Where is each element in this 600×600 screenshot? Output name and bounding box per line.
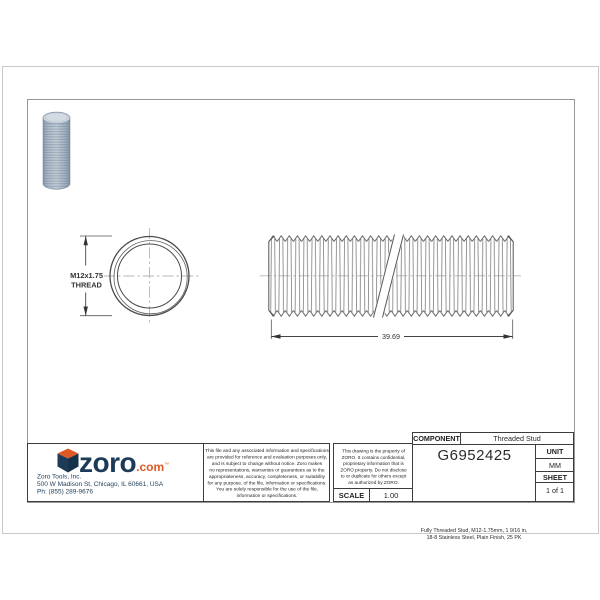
titleblock-disclaimer1-cell: [203, 443, 330, 502]
company-address-block: [37, 473, 202, 495]
stud-3d-render: [43, 112, 70, 189]
zoro-cube-icon: [57, 448, 79, 474]
unit-value: MM: [536, 459, 574, 472]
end-view: [104, 228, 199, 323]
unit-label: UNIT: [536, 444, 574, 459]
disclaimer1-text: This file and any associated information and specifications are provided for reference and evaluation purposes only, and is subject to change without notice. Zoro makes no representations, warranties or guarantees as to the appropriateness, accuracy, completeness, or suitability for any purpose, of the file, information or specifications. You are solely responsible for the use of the file, information or specifications.: [205, 448, 329, 499]
sheet-value: 1 of 1: [546, 486, 564, 495]
scale-label: SCALE: [334, 489, 370, 502]
zoro-logo: [57, 446, 203, 478]
component-value: Threaded Stud: [493, 434, 541, 443]
part-description: Fully Threaded Stud, M12-1.75mm, 1 9/16 in, 18-8 Stainless Steel, Plain Finish, 25 PK: [420, 527, 528, 541]
company-phone: Ph: (855) 289-9676: [37, 487, 94, 495]
thread-word-label: THREAD: [71, 280, 102, 290]
company-street: 500 W Madison St, Chicago, IL 60661, USA: [37, 479, 164, 488]
logo-text: zoro: [79, 447, 137, 478]
disclaimer2-text: This drawing is the property of ZORO. It contains confidential, proprietary information that is ZORO property. Do not disclose to or duplicate for others except as authorized by ZORO.: [340, 448, 407, 485]
length-value-label: 39.69: [382, 332, 400, 341]
side-view-rod: [260, 234, 521, 318]
trademark-mark: ™: [164, 462, 170, 468]
unit-sheet-column: [535, 444, 574, 501]
logo-tld: .com: [136, 460, 165, 474]
length-dimension: [271, 320, 512, 342]
component-label: COMPONENT: [413, 434, 460, 443]
thread-size-label: M12x1.75: [70, 271, 103, 280]
titleblock-disclaimer2-cell: [333, 443, 413, 502]
company-name: Zoro Tools, Inc.: [37, 472, 82, 480]
titleblock-part-cell: [412, 432, 574, 541]
titleblock-company-cell: [27, 443, 204, 502]
part-number: G6952425: [437, 447, 512, 464]
sheet-label: SHEET: [536, 472, 574, 483]
scale-value: 1.00: [383, 491, 399, 500]
scale-row: [334, 488, 412, 502]
